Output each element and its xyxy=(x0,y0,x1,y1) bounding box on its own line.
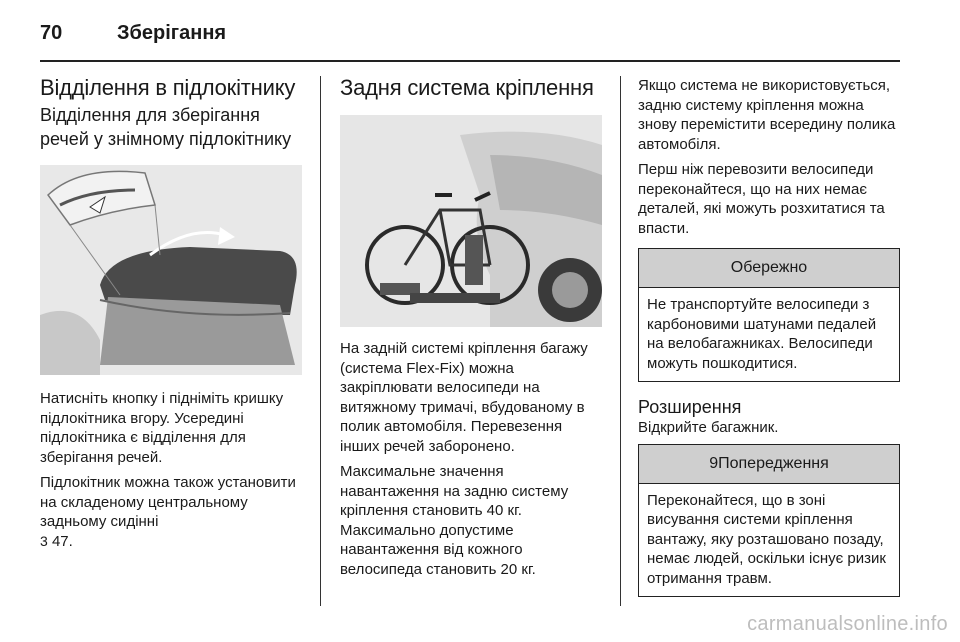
watermark: carmanualsonline.info xyxy=(747,613,948,635)
armrest-paragraph-2: Підлокітник можна також установити на складеному центральному задньому сидінні xyxy=(40,474,296,530)
column-armrest xyxy=(40,74,302,557)
inspection-paragraph: Перш ніж перевозити велосипеди переконайтеся, що на них немає деталей, які можуть розхитатися та впасти. xyxy=(638,161,885,237)
column-divider-2 xyxy=(620,76,621,606)
bicycle-carrier-illustration xyxy=(340,115,602,327)
column-continued xyxy=(638,76,900,597)
header-rule xyxy=(40,60,900,62)
caution-box xyxy=(638,248,900,382)
rear-carrier-paragraph-2: Максимальне значення навантаження на задню систему кріплення становить 40 кг. Максимально допустиме навантаження від кожного велосипеда становить 20 кг. xyxy=(340,463,569,578)
armrest-illustration xyxy=(40,165,302,375)
extensions-heading: Розширення xyxy=(638,397,742,417)
warning-body xyxy=(639,484,899,597)
warning-header xyxy=(639,445,899,484)
armrest-subheading: Відділення для зберігання речей у знімному підлокітнику xyxy=(40,105,292,149)
extensions-text: Відкрийте багажник. xyxy=(638,419,779,436)
warning-text: Переконайтеся, що в зоні висування системи кріплення вантажу, яку розташовано позаду, немає людей, оскільки існує ризик отримання травм. xyxy=(647,491,886,587)
caution-text: Не транспортуйте велосипеди з карбоновими шатунами педалей на велобагажниках. Велосипеди можуть пошкодитися. xyxy=(647,296,877,372)
armrest-paragraph-1: Натисніть кнопку і підніміть кришку підлокітника вгору. Усередині підлокітника є відділення для зберігання речей. xyxy=(40,390,284,466)
rear-carrier-paragraph-1: На задній системі кріплення багажу (система Flex-Fix) можна закріплювати велосипеди на витяжному тримачі, вбудованому в полик автомобіля. Перевезення інших речей заборонено. xyxy=(340,340,588,455)
rear-carrier-figure xyxy=(340,115,602,327)
storage-paragraph: Якщо система не використовується, задню систему кріплення можна знову перемістити всередину полика автомобіля. xyxy=(638,77,896,153)
armrest-page-ref: 3 47. xyxy=(40,532,73,550)
warning-title: Попередження xyxy=(718,454,829,472)
armrest-figure xyxy=(40,165,302,375)
column-divider-1 xyxy=(320,76,321,606)
caution-title: Обережно xyxy=(639,249,899,288)
rear-carrier-heading: Задня система кріплення xyxy=(340,75,594,100)
page-number: 70 xyxy=(40,22,63,44)
warning-box xyxy=(638,444,900,598)
caution-body xyxy=(639,288,899,381)
page-ref-icon: 3 xyxy=(40,532,48,549)
section-title: Зберігання xyxy=(117,22,227,44)
warning-icon: 9 xyxy=(709,454,719,472)
column-rear-carrier xyxy=(340,74,602,585)
armrest-heading: Відділення в підлокітнику xyxy=(40,75,296,100)
